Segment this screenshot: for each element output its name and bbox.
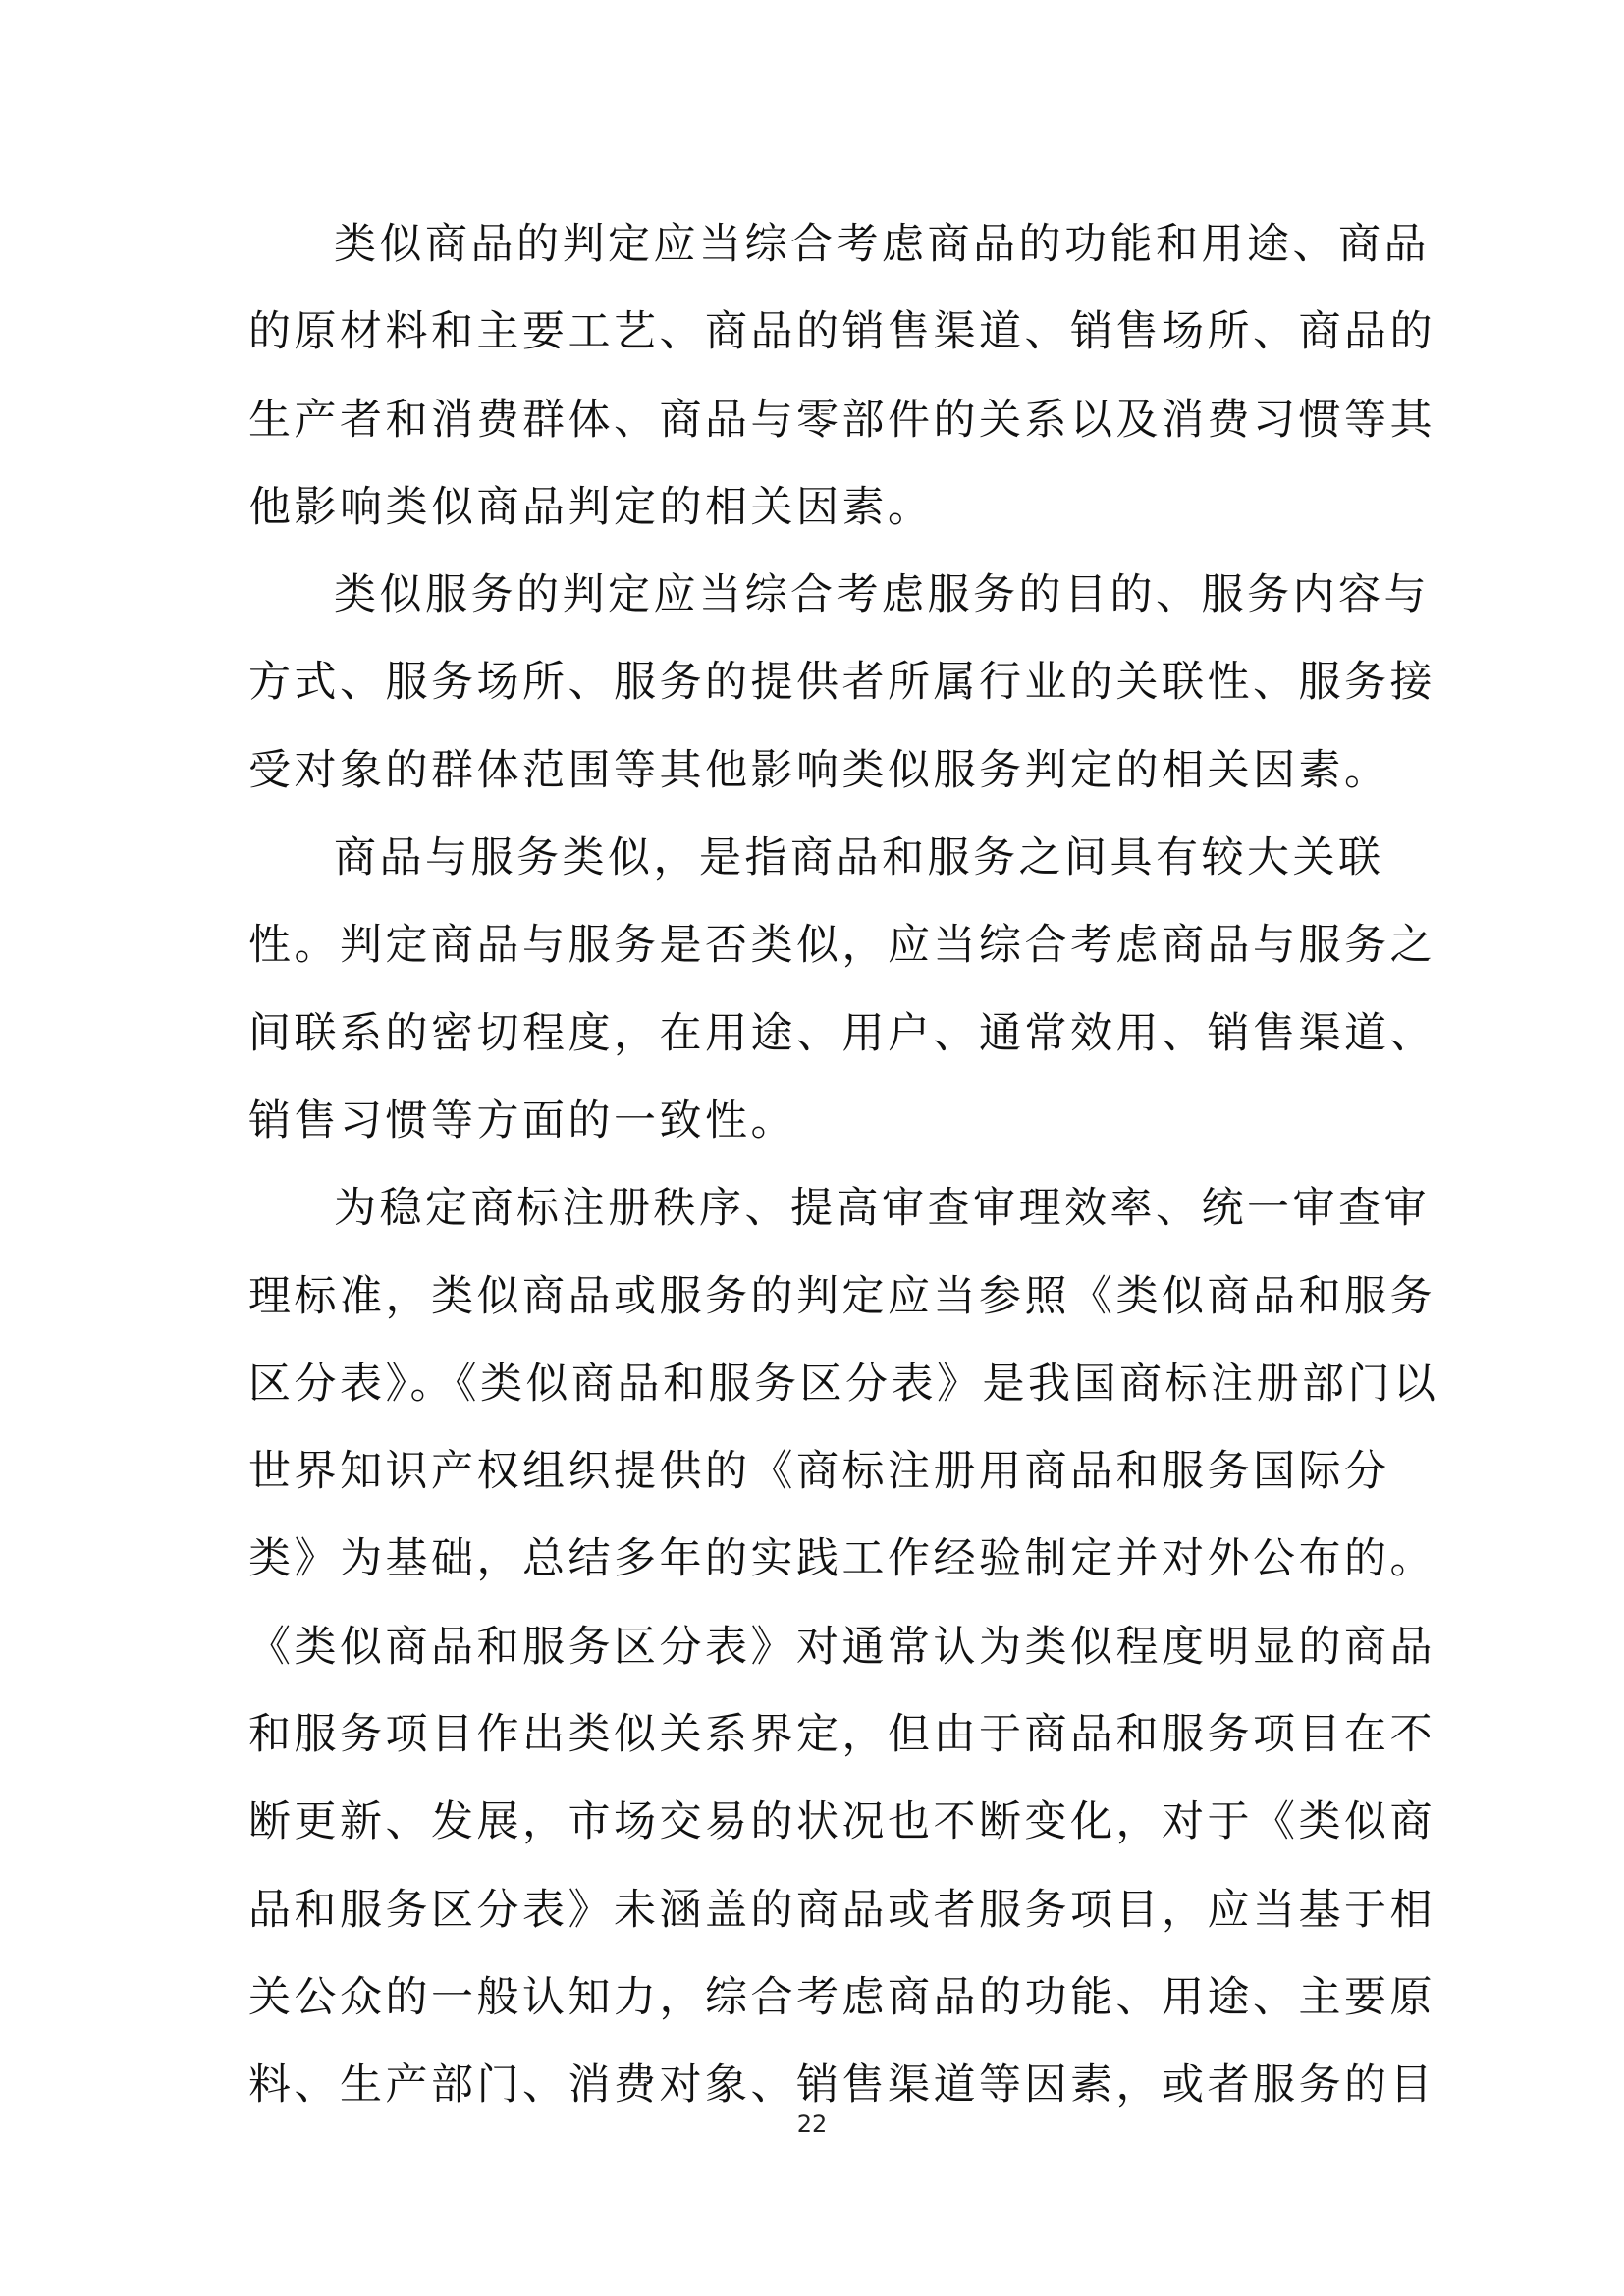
paragraph-classification-table — [248, 1165, 1439, 2129]
text-line: 商品与服务类似，是指商品和服务之间具有较大关联 — [334, 833, 1384, 883]
text-line: 为稳定商标注册秩序、提高审查审理效率、统一审查审 — [334, 1184, 1430, 1234]
text-line: 《类似商品和服务区分表》对通常认为类似程度明显的商品 — [248, 1622, 1435, 1672]
text-line: 和服务项目作出类似关系界定，但由于商品和服务项目在不 — [248, 1710, 1435, 1760]
text-line: 品和服务区分表》未涵盖的商品或者服务项目，应当基于相 — [248, 1885, 1435, 1935]
text-line: 世界知识产权组织提供的《商标注册用商品和服务国际分 — [248, 1447, 1390, 1497]
body-text — [248, 201, 1439, 2130]
text-line: 类似服务的判定应当综合考虑服务的目的、服务内容与 — [334, 570, 1430, 620]
text-line: 理标准，类似商品或服务的判定应当参照《类似商品和服务 — [248, 1271, 1435, 1321]
text-line: 受对象的群体范围等其他影响类似服务判定的相关因素。 — [248, 745, 1390, 795]
paragraph-goods-similarity — [248, 201, 1435, 552]
text-line: 间联系的密切程度，在用途、用户、通常效用、销售渠道、 — [248, 1008, 1435, 1058]
page-number: 22 — [796, 2110, 828, 2138]
text-line: 的原材料和主要工艺、商品的销售渠道、销售场所、商品的 — [248, 307, 1435, 357]
text-line: 他影响类似商品判定的相关因素。 — [248, 482, 934, 532]
text-line: 断更新、发展，市场交易的状况也不断变化，对于《类似商 — [248, 1797, 1435, 1847]
text-line: 生产者和消费群体、商品与零部件的关系以及消费习惯等其 — [248, 395, 1435, 445]
paragraph-goods-services-similarity — [248, 815, 1435, 1165]
text-line: 销售习惯等方面的一致性。 — [248, 1095, 796, 1146]
text-line: 料、生产部门、消费对象、销售渠道等因素，或者服务的目 — [248, 2060, 1435, 2110]
text-line: 区分表》。《类似商品和服务区分表》是我国商标注册部门以 — [248, 1359, 1439, 1409]
text-line: 方式、服务场所、服务的提供者所属行业的关联性、服务接 — [248, 658, 1435, 708]
text-line: 性。判定商品与服务是否类似，应当综合考虑商品与服务之 — [248, 921, 1435, 971]
paragraph-services-similarity — [248, 552, 1435, 815]
text-line: 类》为基础，总结多年的实践工作经验制定并对外公布的。 — [248, 1534, 1435, 1584]
text-line: 类似商品的判定应当综合考虑商品的功能和用途、商品 — [334, 220, 1430, 269]
text-line: 关公众的一般认知力，综合考虑商品的功能、用途、主要原 — [248, 1972, 1435, 2022]
